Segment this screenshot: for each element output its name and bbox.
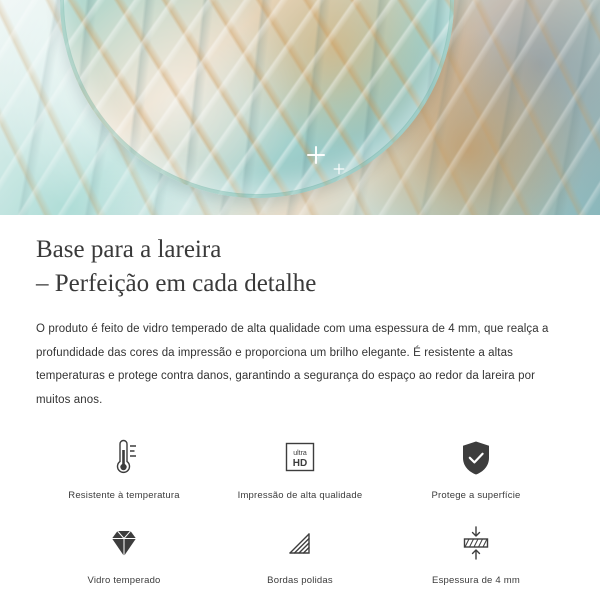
thermometer-icon — [107, 438, 141, 478]
shield-check-icon — [458, 438, 494, 478]
description-paragraph: O produto é feito de vidro temperado de alta qualidade com uma espessura de 4 mm, que realça a profundidade das cores da impressão e proporciona um brilho elegante. É resistente a altas temperaturas e protege contra danos, garantindo a segurança do espaço ao redor da lareira por muitos anos. — [36, 323, 549, 406]
thickness-arrows-icon — [456, 523, 496, 563]
feature-item — [388, 432, 564, 511]
feature-item — [36, 432, 212, 511]
feature-label: Vidro temperado — [87, 575, 161, 587]
feature-label: Espessura de 4 mm — [432, 575, 520, 587]
feature-item — [212, 432, 388, 511]
feature-label: Resistente à temperatura — [68, 490, 180, 502]
feature-item — [36, 517, 212, 596]
headline-line-2: – Perfeição em cada detalhe — [36, 269, 317, 297]
feature-label: Protege a superfície — [431, 490, 521, 502]
diamond-icon — [104, 523, 144, 563]
svg-text:ultra: ultra — [293, 450, 307, 458]
ultra-hd-icon — [280, 438, 320, 478]
page-title — [36, 233, 564, 300]
description-content — [0, 215, 600, 596]
hero-product-image — [0, 0, 600, 215]
feature-label: Impressão de alta qualidade — [237, 490, 363, 502]
svg-text:HD: HD — [292, 458, 308, 470]
round-glass-plate — [60, 0, 454, 198]
feature-label: Bordas polidas — [267, 575, 333, 587]
feature-item — [388, 517, 564, 596]
headline-line-1: Base para a lareira — [36, 236, 222, 263]
feature-grid — [36, 432, 564, 596]
feature-item — [212, 517, 388, 596]
polished-edges-icon — [280, 523, 320, 563]
